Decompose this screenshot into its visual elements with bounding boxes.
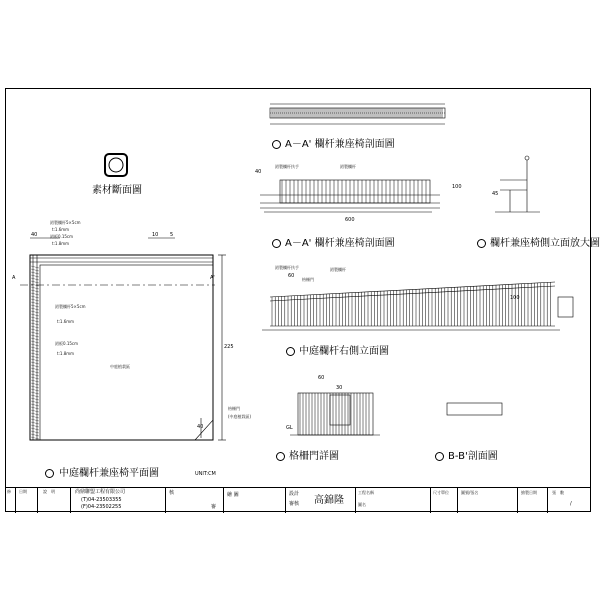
tb-date2-cell	[517, 488, 547, 513]
tb-project-cell	[355, 488, 430, 513]
section1-title: A－A' 欄杆兼座椅剖面圖	[285, 139, 395, 150]
tb-rev-cell	[5, 488, 15, 513]
note-plate-2-thk: t:1.8mm	[57, 351, 75, 356]
tb-company: 尚鼎聯盟工程有限公司	[75, 489, 126, 495]
dim-sec-45: 45	[492, 191, 499, 197]
side-mark-icon	[477, 239, 486, 248]
section2-mark-icon	[272, 239, 281, 248]
tb-tel: (T)04-23503355	[81, 497, 122, 503]
tb-desc: 說 明	[43, 489, 55, 494]
tb-drawing-label: 圖名	[358, 502, 366, 507]
plan-mark-icon	[45, 469, 54, 478]
note-rail-1-thk: t:1.6mm	[52, 227, 70, 232]
tb-drawingno-label: 圖號/張名	[461, 490, 479, 495]
ground-mark: GL	[286, 425, 293, 431]
tb-scale-cell	[430, 488, 457, 513]
tb-date: 日期	[19, 489, 27, 494]
section1-mark-icon	[272, 140, 281, 149]
tb-designer: 高錦隆	[314, 495, 344, 506]
elevation-title: 中庭欄杆右側立面圖	[299, 346, 389, 357]
bb-title: B-B'剖面圖	[448, 451, 498, 462]
note-rail-2-thk: t:1.6mm	[57, 319, 75, 324]
side-title: 欄杆兼座椅側立面放大圖	[490, 238, 600, 249]
dim-plan-side-225: 225	[224, 344, 234, 350]
plan-outer	[30, 255, 213, 440]
tb-design: 設計	[289, 491, 300, 497]
tb-date-cell	[15, 488, 37, 513]
tb-drawingno-cell	[457, 488, 517, 513]
note-handrail-1: 鋁製欄杆扶手	[275, 164, 299, 169]
tb-company-cell	[70, 488, 165, 513]
note-plate-2: 鋁板0.15cm	[55, 341, 79, 346]
elevation-mark-icon	[286, 347, 295, 356]
profile-title: 素材斷面圖	[92, 185, 142, 196]
note-gate-area: (中庭植栽區)	[228, 414, 252, 419]
tb-review: 審核	[289, 501, 300, 507]
note-rail-1: 鋁製欄杆5×5cm	[50, 220, 81, 225]
note-gate-elev: 格柵門	[302, 277, 314, 282]
tb-drawn: 繪 圖	[227, 492, 239, 498]
tb-date-label: 繪製日期	[521, 490, 537, 495]
note-plate-1-thk: t:1.8mm	[52, 241, 70, 246]
section2-title: A－A' 欄杆兼座椅剖面圖	[285, 238, 395, 249]
section-letter-a: A	[12, 275, 16, 281]
note-handrail-2: 鋁製欄杆扶手	[275, 265, 299, 270]
dim-gate-60: 60	[318, 375, 325, 381]
gate-mark-icon	[276, 452, 285, 461]
note-baluster-2: 鋁製欄杆	[330, 267, 346, 272]
tb-desc-cell	[37, 488, 70, 513]
dim-sec-100: 100	[452, 184, 462, 190]
dim-sec-600: 600	[345, 217, 355, 223]
note-rail-2: 鋁製欄杆5×5cm	[55, 304, 86, 309]
tb-sheet-label: 張 數	[552, 490, 564, 495]
dim-plan-top-5: 5	[170, 232, 174, 238]
note-baluster-1: 鋁製欄杆	[340, 164, 356, 169]
bb-section-shape	[447, 403, 502, 415]
dim-gate-30: 30	[336, 385, 343, 391]
gate-title: 格柵門詳圖	[289, 451, 339, 462]
tb-project-label: 工程名稱	[358, 490, 374, 495]
dim-elev-100: 100	[510, 295, 520, 301]
tb-revision: 修	[7, 489, 11, 494]
tb-drawn-cell	[223, 488, 285, 513]
tb-scale-label: 尺寸單位	[433, 490, 449, 495]
dim-plan-top-40: 40	[31, 232, 38, 238]
tb-sheet-no: /	[570, 501, 572, 507]
tb-approver: 審	[211, 504, 217, 510]
plan-title: 中庭欄杆兼座椅平面圖	[59, 468, 159, 479]
dim-plan-top-10: 10	[152, 232, 159, 238]
dim-sec-40: 40	[255, 169, 262, 175]
material-profile-shape	[105, 154, 127, 176]
tb-checker-cell	[165, 488, 223, 513]
tb-sheet-cell	[547, 488, 591, 513]
dim-plan-side-40: 40	[197, 424, 204, 430]
tb-fax: (F)04-23502255	[81, 504, 122, 510]
note-plate-1: 鋁板0.15cm	[50, 234, 74, 239]
tb-design-cell	[285, 488, 355, 513]
tb-checker: 核	[169, 490, 175, 496]
note-gate: 格柵門	[228, 406, 240, 411]
note-planting-area: 中庭植栽區	[110, 364, 130, 369]
title-block	[5, 487, 591, 513]
bb-mark-icon	[435, 452, 444, 461]
unit-label: UNIT:CM	[195, 471, 216, 477]
dim-elev-60: 60	[288, 273, 295, 279]
section-letter-a-prime: A'	[210, 275, 215, 281]
